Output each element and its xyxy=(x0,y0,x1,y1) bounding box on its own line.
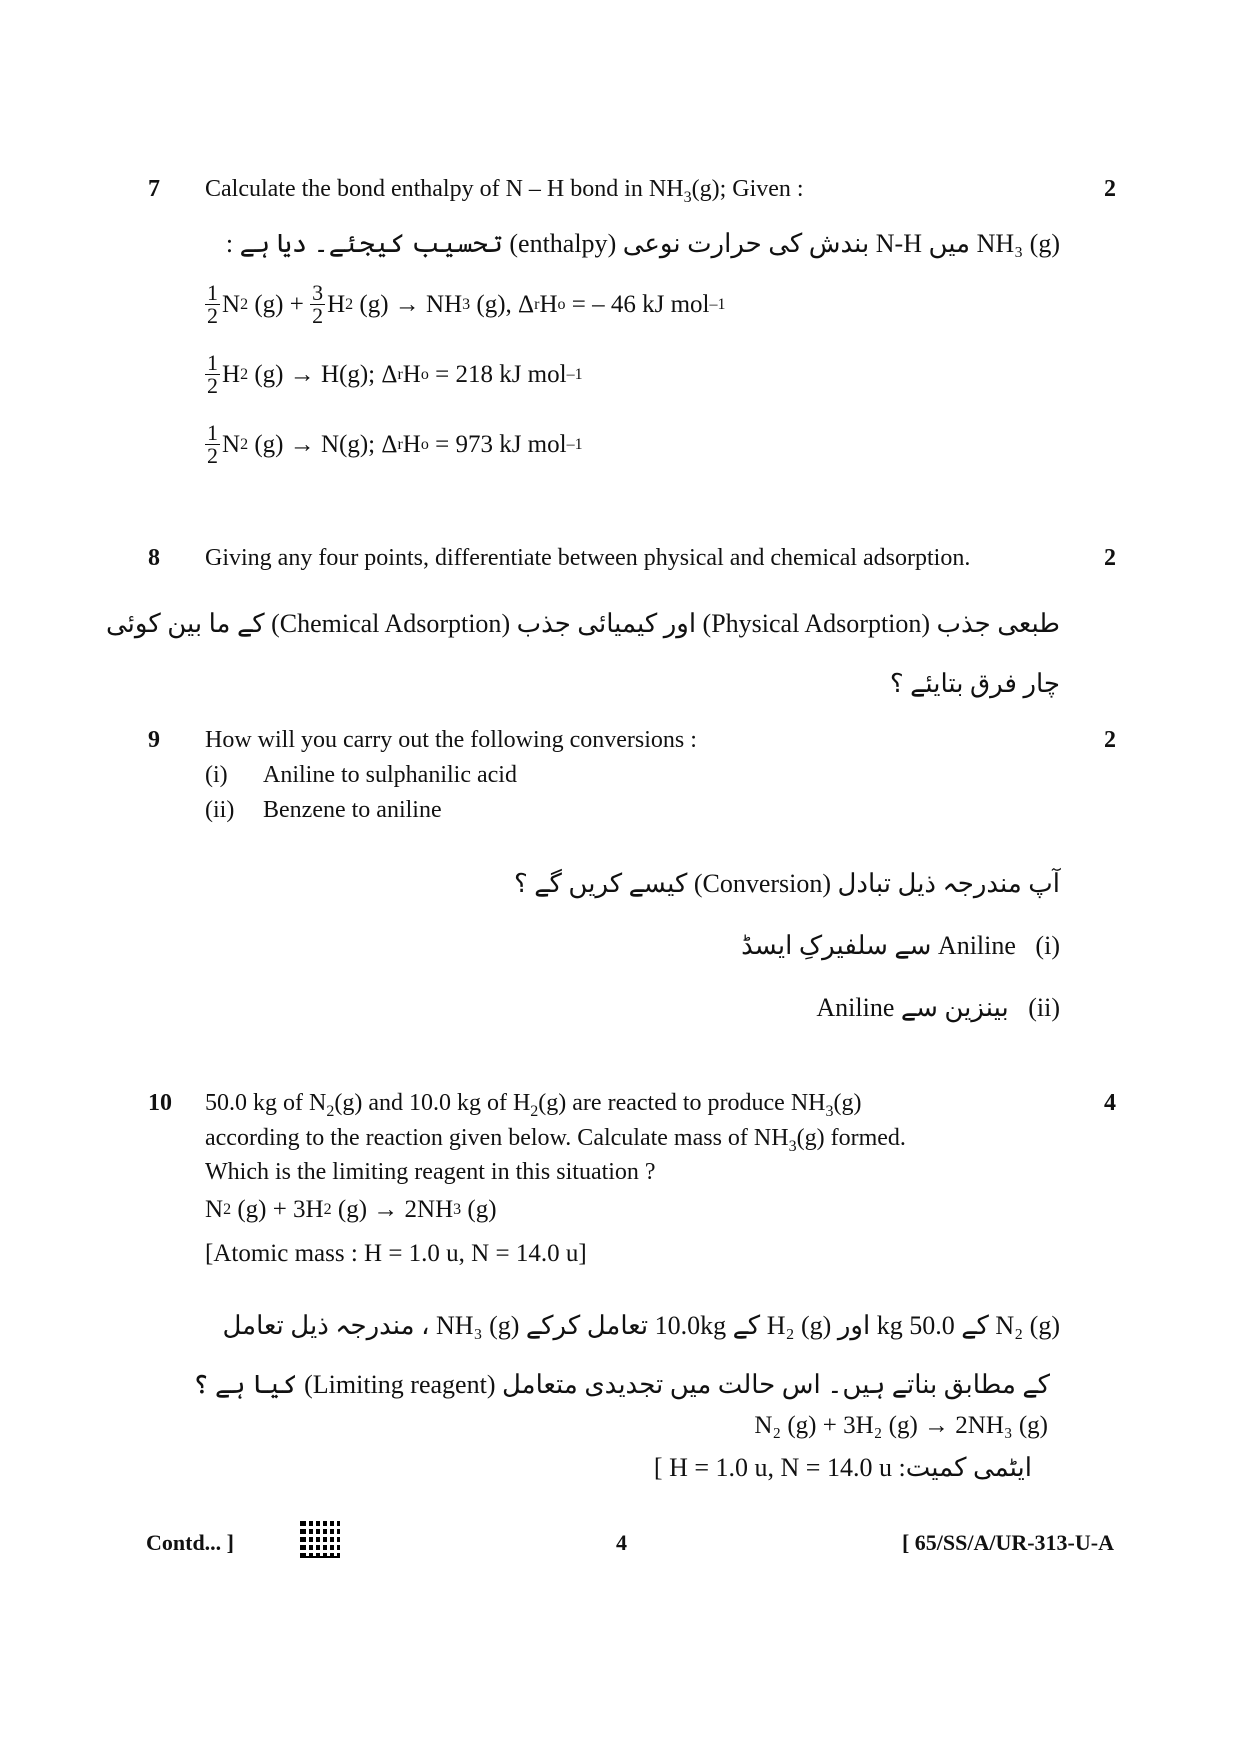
list-item: (i) Aniline to sulphanilic acid xyxy=(205,762,517,788)
question-marks: 2 xyxy=(1104,545,1116,571)
urdu-question-text-line-2: کے مطابق بناتے ہیں۔ اس حالت میں تجدیدی متعامل (Limiting reagent) کیا ہے ؟ xyxy=(193,1370,1050,1399)
question-text-line-1: 50.0 kg of $N_2(g)$ and 10.0 kg of $H_2(g)$ are reacted to produce $NH_3(g)$ xyxy=(205,1090,862,1120)
question-text: Giving any four points, differentiate between physical and chemical adsorption. xyxy=(205,545,971,571)
question-marks: 2 xyxy=(1104,176,1116,202)
page-number: 4 xyxy=(616,1530,627,1555)
question-marks: 2 xyxy=(1104,727,1116,753)
urdu-list-item: (i) Aniline سے سلفیرکِ ایسڈ xyxy=(741,931,1060,960)
continued-label: Contd... ] xyxy=(146,1530,235,1555)
question-marks: 4 xyxy=(1104,1090,1116,1116)
question-number: 10 xyxy=(148,1090,172,1116)
paper-code: [ 65/SS/A/UR-313-U-A xyxy=(901,1530,1114,1555)
equation-2: $\frac{1}{2}$ H 2 (g) → H(g); Δ r H o = 218 kJ mol –1 xyxy=(207,350,583,398)
urdu-question-text-line-1: N₂ (g) کے 50.0 kg اور H₂ (g) کے 10.0kg تعامل کرکے NH₃ (g) ، مندرجہ ذیل تعامل xyxy=(222,1311,1060,1340)
question-number: 9 xyxy=(148,727,160,753)
atomic-mass-note: [Atomic mass : H = 1.0 u, N = 14.0 u] xyxy=(205,1240,587,1267)
list-item: (ii) Benzene to aniline xyxy=(205,797,442,823)
urdu-question-text: آپ مندرجہ ذیل تبادل (Conversion) کیسے کریں گے ؟ xyxy=(514,869,1060,898)
reaction-equation: N 2 (g) + 3H 2 (g) → 2NH 3 (g) xyxy=(205,1196,497,1223)
equation-1: $\frac{1}{2}$ N 2 (g) + $\frac{3}{2}$ H 2 (g) → NH 3 (g), Δ r H o = – 46 kJ mol –1 xyxy=(207,280,726,328)
question-number: 7 xyxy=(148,176,160,202)
urdu-question-text: NH₃ (g) میں N-H بندش کی حرارت نوعی (enthalpy) تحسیب کیجئے۔ دیا ہے : xyxy=(225,229,1060,258)
question-number: 8 xyxy=(148,545,160,571)
question-text-line-2: according to the reaction given below. Calculate mass of $NH_3(g)$ formed. xyxy=(205,1125,906,1155)
urdu-list-item: (ii) بینزین سے Aniline xyxy=(816,993,1060,1022)
urdu-question-text-line-2: چار فرق بتایئے ؟ xyxy=(889,669,1060,698)
equation-3: $\frac{1}{2}$ N 2 (g) → N(g); Δ r H o = 973 kJ mol –1 xyxy=(207,420,583,468)
urdu-atomic-mass-note: ایٹمی کمیت: H = 1.0 u, N = 14.0 u ] xyxy=(653,1453,1032,1482)
urdu-question-text-line-1: طبعی جذب (Physical Adsorption) اور کیمیائی جذب (Chemical Adsorption) کے ما بین کوئی xyxy=(106,609,1060,638)
qr-code-icon xyxy=(300,1518,340,1558)
urdu-reaction-equation: N₂ (g) + 3H₂ (g) → 2NH₃ (g) xyxy=(754,1412,1048,1439)
question-text: How will you carry out the following conversions : xyxy=(205,727,697,753)
question-text: Calculate the bond enthalpy of N – H bond in $NH_3(g)$; Given : xyxy=(205,176,804,206)
question-text-line-3: Which is the limiting reagent in this situation ? xyxy=(205,1159,656,1185)
